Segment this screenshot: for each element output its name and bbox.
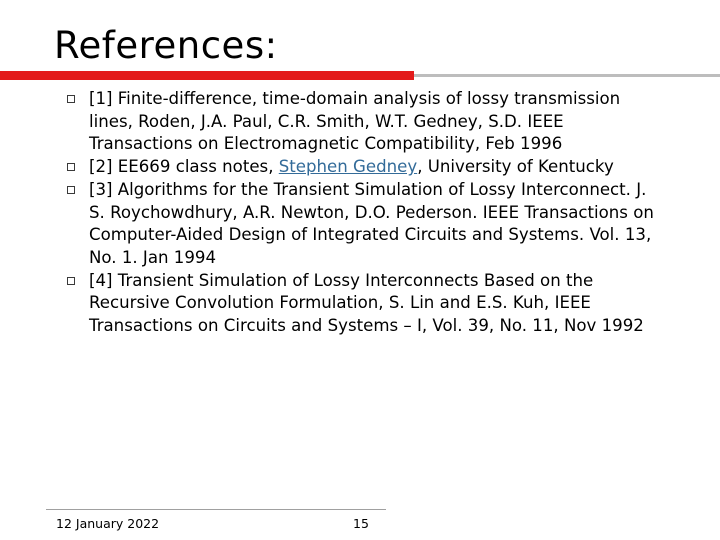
footer-date: 12 January 2022 <box>56 516 160 531</box>
slide-title: References: <box>54 24 278 67</box>
hollow-square-bullet-icon <box>67 277 75 285</box>
reference-text: [4] Transient Simulation of Lossy Interconnects Based on the Recursive Convolution Formulation, S. Lin and E.S. Kuh, IEEE Transactions on Circuits and Systems – I, Vol. 39, No. 11, Nov 1992 <box>89 270 644 336</box>
reference-item-2 <box>54 156 664 179</box>
stephen-gedney-link[interactable]: Stephen Gedney <box>278 157 418 177</box>
reference-text-before-link: [2] EE669 class notes, <box>89 157 279 177</box>
footer-divider <box>46 509 386 510</box>
reference-item-1 <box>54 88 664 156</box>
hollow-square-bullet-icon <box>67 186 75 194</box>
reference-item-4 <box>54 270 664 338</box>
reference-list <box>54 88 664 338</box>
footer-page-number: 15 <box>353 516 369 531</box>
hollow-square-bullet-icon <box>67 163 75 171</box>
reference-text: [1] Finite-difference, time-domain analysis of lossy transmission lines, Roden, J.A. Paul, C.R. Smith, W.T. Gedney, S.D. IEEE Transactions on Electromagnetic Compatibility, Feb 1996 <box>89 89 621 154</box>
title-divider-red <box>0 71 414 80</box>
hollow-square-bullet-icon <box>67 95 75 103</box>
reference-item-3 <box>54 179 664 270</box>
reference-text-after-link: , University of Kentucky <box>417 157 614 177</box>
reference-text: [3] Algorithms for the Transient Simulation of Lossy Interconnect. J. S. Roychowdhury, A.R. Newton, D.O. Pederson. IEEE Transactions on Computer-Aided Design of Integrated Circuits and Systems. Vol. 13, No. 1. Jan 1994 <box>89 179 654 267</box>
